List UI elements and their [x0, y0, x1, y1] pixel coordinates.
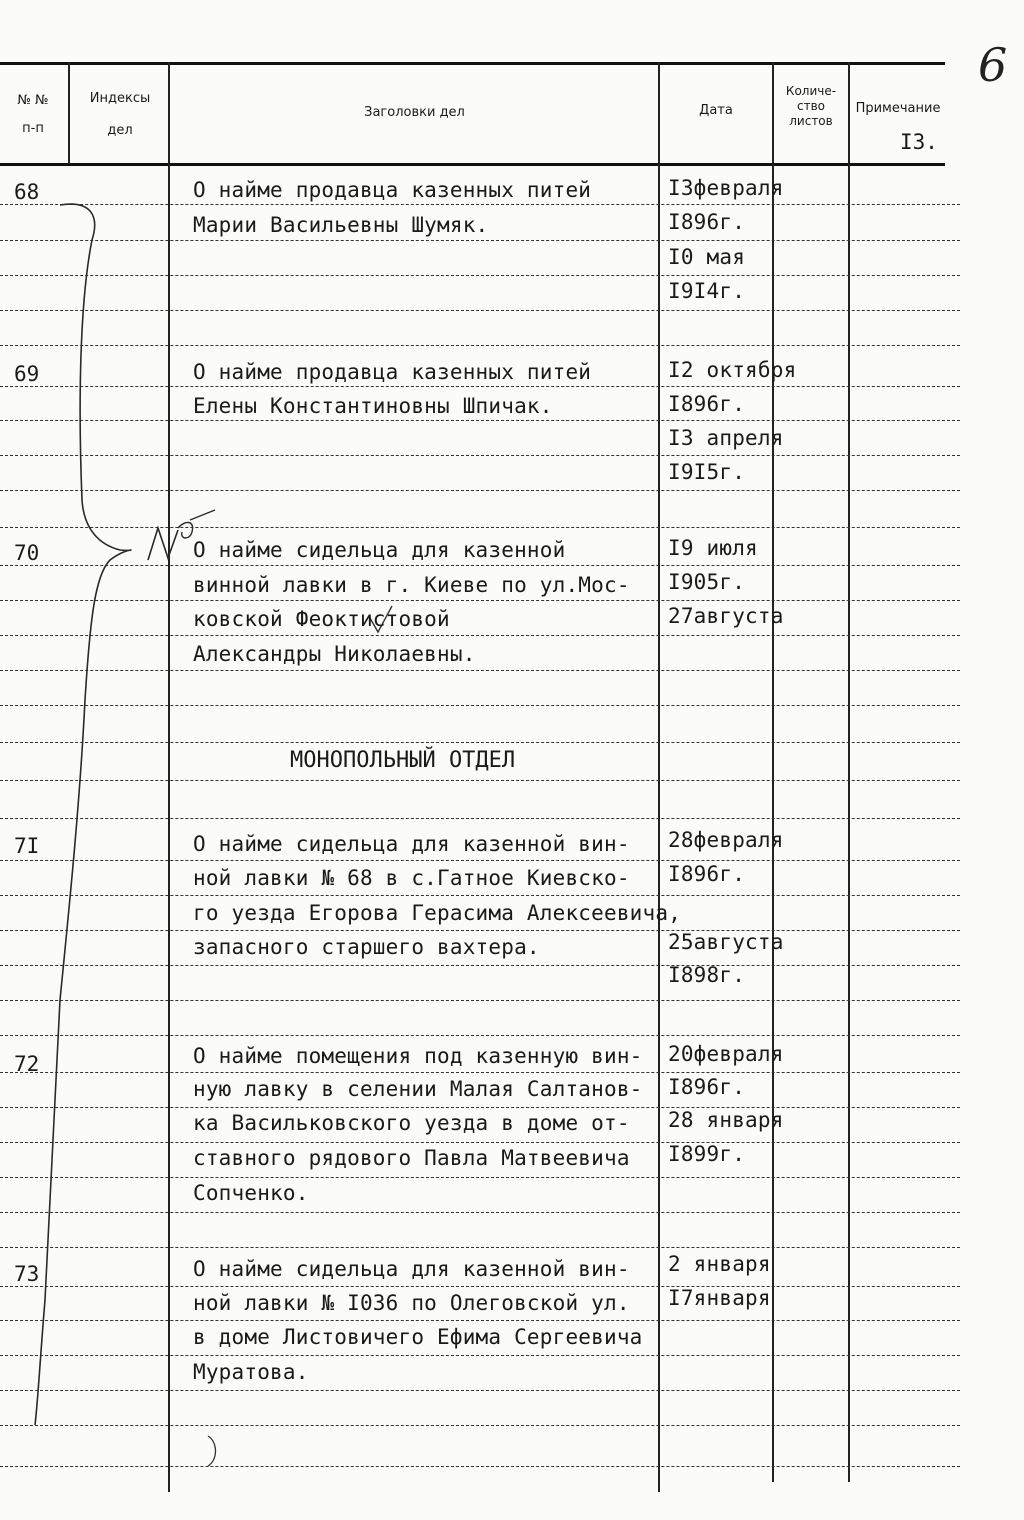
- entry-title-line: в доме Листовичего Ефима Сергеевича: [193, 1325, 643, 1349]
- entry-date-line: I0 мая: [668, 245, 746, 269]
- ruled-line: [0, 818, 960, 819]
- ruled-line: [0, 930, 960, 931]
- entry-number: 69: [14, 362, 40, 386]
- entry-title-line: Марии Васильевны Шумяк.: [193, 213, 489, 237]
- header-index-sub: дел: [107, 123, 133, 138]
- ruled-line: [0, 204, 960, 205]
- entry-date-line: I896г.: [668, 1075, 746, 1099]
- header-bottom-rule: [0, 163, 945, 166]
- ruled-line: [0, 1425, 960, 1426]
- ruled-line: [0, 1286, 960, 1287]
- header-num-sub: п-п: [22, 121, 44, 136]
- entry-title-line: О найме продавца казенных питей: [193, 178, 592, 202]
- col-divider-1: [68, 62, 70, 164]
- ruled-line: [0, 1247, 960, 1248]
- entry-title-line: Елены Константиновны Шпичак.: [193, 394, 553, 418]
- ruled-line: [0, 1390, 960, 1391]
- entry-title-line: ставного рядового Павла Матвеевича: [193, 1146, 630, 1170]
- ruled-line: [0, 386, 960, 387]
- ruled-line: [0, 1355, 960, 1356]
- ruled-line: [0, 527, 960, 528]
- header-date-label: Дата: [699, 103, 733, 118]
- entry-date-line: I3 апреля: [668, 426, 784, 450]
- ruled-line: [0, 1072, 960, 1073]
- entry-date-line: I896г.: [668, 862, 746, 886]
- ruled-line: [0, 1000, 960, 1001]
- ruled-line: [0, 965, 960, 966]
- entry-title-line: винной лавки в г. Киеве по ул.Мос-: [193, 573, 630, 597]
- ruled-line: [0, 1320, 960, 1321]
- ruled-line: [0, 455, 960, 456]
- ruled-line: [0, 1466, 960, 1467]
- header-index-label: Индексы: [89, 91, 151, 106]
- header-note-label: Примечание: [855, 101, 941, 116]
- entry-number: 68: [14, 180, 40, 204]
- ruled-line: [0, 565, 960, 566]
- ruled-line: [0, 1035, 960, 1036]
- entry-date-line: I896г.: [668, 210, 746, 234]
- entry-date-line: I905г.: [668, 570, 746, 594]
- entry-date-line: 20февраля: [668, 1042, 784, 1066]
- header-top-rule: [0, 62, 945, 65]
- header-titles-label: Заголовки дел: [364, 105, 465, 120]
- entry-number: 72: [14, 1052, 40, 1076]
- entry-title-line: Муратова.: [193, 1360, 309, 1384]
- ruled-line: [0, 780, 960, 781]
- entry-date-line: 28февраля: [668, 828, 784, 852]
- col-divider-2: [168, 62, 170, 1492]
- entry-date-line: 25августа: [668, 930, 784, 954]
- header-note-number: I3.: [900, 130, 938, 154]
- entry-date-line: I7января: [668, 1286, 771, 1310]
- entry-title-line: запасного старшего вахтера.: [193, 935, 540, 959]
- page-number-mark: 6: [978, 38, 1008, 92]
- entry-date-line: 28 января: [668, 1108, 784, 1132]
- header-sheets-line2: ство: [796, 99, 825, 113]
- entry-date-line: I896г.: [668, 392, 746, 416]
- entry-title-line: О найме сидельца для казенной вин-: [193, 1257, 630, 1281]
- entry-title-line: О найме сидельца для казенной вин-: [193, 832, 630, 856]
- header-sheets-line3: листов: [789, 114, 833, 128]
- entry-number: 7I: [14, 834, 40, 858]
- entry-title-line: ную лавку в селении Малая Салтанов-: [193, 1077, 643, 1101]
- header-titles-col: [172, 104, 657, 122]
- entry-title-line: го уезда Егорова Герасима Алексеевича,: [193, 901, 682, 925]
- ruled-line: [0, 490, 960, 491]
- entry-date-line: 27августа: [668, 604, 784, 628]
- entry-date-line: I2 октября: [668, 358, 797, 382]
- entry-title-line: ковской Феоктистовой: [193, 607, 450, 631]
- header-date-col: [662, 102, 770, 120]
- entry-date-line: I9I5г.: [668, 460, 746, 484]
- ruled-line: [0, 1212, 960, 1213]
- ruled-line: [0, 635, 960, 636]
- header-sheets-col: [773, 84, 849, 129]
- entry-date-line: I898г.: [668, 963, 746, 987]
- entry-title-line: О найме сидельца для казенной: [193, 538, 566, 562]
- ruled-line: [0, 240, 960, 241]
- handwritten-note: [190, 510, 215, 520]
- ruled-line: [0, 1142, 960, 1143]
- ruled-line: [0, 1107, 960, 1108]
- handwritten-note: [178, 522, 193, 538]
- col-divider-3: [658, 62, 660, 1492]
- ruled-line: [0, 345, 960, 346]
- ruled-line: [0, 600, 960, 601]
- ruled-line: [0, 310, 960, 311]
- entry-date-line: I9 июля: [668, 536, 758, 560]
- ruled-line: [0, 420, 960, 421]
- bracket-stroke: [208, 1436, 216, 1466]
- entry-title-line: ной лавки № 68 в с.Гатное Киевско-: [193, 866, 630, 890]
- entry-date-line: I899г.: [668, 1142, 746, 1166]
- ruled-line: [0, 705, 960, 706]
- ruled-line: [0, 1177, 960, 1178]
- entry-title-line: Александры Николаевны.: [193, 642, 476, 666]
- entry-date-line: I9I4г.: [668, 279, 746, 303]
- bracket-stroke: [35, 204, 131, 1425]
- header-index-col: [72, 90, 168, 140]
- entry-title-line: ка Васильковского уезда в доме от-: [193, 1111, 630, 1135]
- ruled-line: [0, 742, 960, 743]
- entry-title-line: О найме продавца казенных питей: [193, 360, 592, 384]
- entry-title-line: О найме помещения под казенную вин-: [193, 1044, 643, 1068]
- header-sheets-line1: Количе-: [785, 84, 837, 98]
- ruled-line: [0, 670, 960, 671]
- entry-date-line: 2 января: [668, 1252, 771, 1276]
- handwritten-note: [148, 528, 178, 560]
- entry-number: 70: [14, 541, 40, 565]
- header-num-col: [0, 92, 66, 138]
- ruled-line: [0, 275, 960, 276]
- entry-number: 73: [14, 1262, 40, 1286]
- entry-date-line: I3февраля: [668, 176, 784, 200]
- ruled-line: [0, 895, 960, 896]
- header-num-label: № №: [17, 93, 49, 108]
- section-title: МОНОПОЛЬНЫЙ ОТДЕЛ: [290, 748, 516, 773]
- entry-title-line: ной лавки № I036 по Олеговской ул.: [193, 1291, 630, 1315]
- entry-title-line: Сопченко.: [193, 1181, 309, 1205]
- ruled-line: [0, 860, 960, 861]
- header-note-col: [848, 100, 948, 118]
